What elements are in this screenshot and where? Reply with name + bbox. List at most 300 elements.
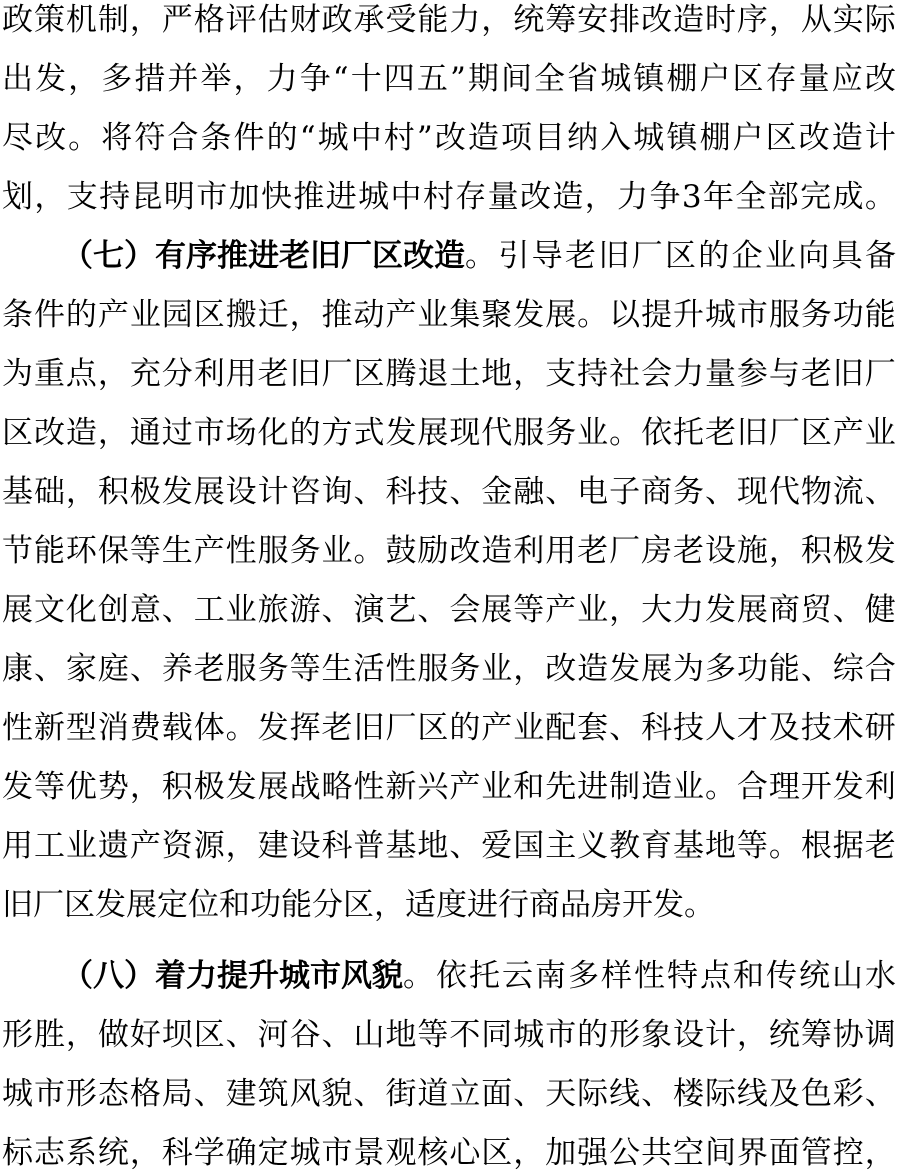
text-char: 代 <box>768 474 800 510</box>
text-char: 理 <box>768 769 800 805</box>
text-char: 式 <box>353 415 385 451</box>
text-char: 象 <box>641 1017 673 1053</box>
text-char: ， <box>233 61 265 97</box>
text-char: 。 <box>465 238 496 274</box>
text-char: 性 <box>353 769 385 805</box>
text-char: 力 <box>673 592 705 628</box>
text-line <box>0 175 900 219</box>
text-char: 业 <box>577 415 609 451</box>
text-char: 强 <box>577 1135 609 1171</box>
text-char: 、 <box>225 1017 257 1053</box>
text-char: ， <box>513 1135 545 1171</box>
text-char: 等 <box>513 592 545 628</box>
text-char: 业 <box>864 415 896 451</box>
text-char: 造 <box>481 533 513 569</box>
text-char: ， <box>513 356 545 392</box>
text-char: 改 <box>641 2 673 38</box>
text-char: 以 <box>609 297 641 333</box>
text-char: 能 <box>33 533 65 569</box>
text-line <box>0 824 900 868</box>
text-char: 环 <box>65 533 97 569</box>
text-char: 从 <box>800 2 832 38</box>
text-char: 的 <box>449 710 481 746</box>
text-char: ， <box>97 356 129 392</box>
text-char: 游 <box>289 592 321 628</box>
text-char: 形 <box>65 1076 97 1112</box>
text-char: 计 <box>704 1017 736 1053</box>
text-char: 提 <box>641 297 673 333</box>
text-char: 计 <box>864 120 896 156</box>
text-char: 导 <box>531 238 563 274</box>
text-char: 艺 <box>385 592 417 628</box>
text-char: 区 <box>193 1017 225 1053</box>
text-char: 功 <box>736 651 768 687</box>
text-char: 教 <box>609 828 641 864</box>
text-char: 明 <box>163 179 195 215</box>
text-char: 界 <box>736 1135 768 1171</box>
text-char: 建 <box>257 828 289 864</box>
text-char: 际 <box>864 2 896 38</box>
text-char: 、 <box>33 651 65 687</box>
text-char: 养 <box>161 651 193 687</box>
text-char: 多 <box>568 958 599 994</box>
text-char: 备 <box>864 238 896 274</box>
text-char: 用 <box>225 356 257 392</box>
text-char: 评 <box>225 2 257 38</box>
text-char: 市 <box>33 1076 65 1112</box>
text-char: 新 <box>385 769 417 805</box>
text-char: 费 <box>129 710 161 746</box>
text-char: 技 <box>800 710 832 746</box>
text-line <box>0 1131 900 1175</box>
text-char: 主 <box>545 828 577 864</box>
text-char: 依 <box>641 415 673 451</box>
text-char: 全 <box>735 179 767 215</box>
text-char: 房 <box>641 533 673 569</box>
text-char: 展 <box>257 769 289 805</box>
text-char: 康 <box>2 651 33 687</box>
text-char: 改 <box>449 533 481 569</box>
text-char: 市 <box>193 415 225 451</box>
text-char: 升 <box>673 297 705 333</box>
text-char: 据 <box>832 828 864 864</box>
text-char: 将 <box>101 120 133 156</box>
text-char: 性 <box>634 958 665 994</box>
text-char: 合 <box>167 120 199 156</box>
text-char: ， <box>609 592 641 628</box>
text-char: 社 <box>609 356 641 392</box>
text-char: 及 <box>768 1076 800 1112</box>
text-char: 产 <box>481 710 513 746</box>
text-char: 发 <box>257 710 289 746</box>
text-char: 的 <box>65 297 97 333</box>
text-char: 快 <box>261 179 292 215</box>
text-char: 础 <box>33 474 65 510</box>
text-char: 的 <box>698 238 730 274</box>
text-char: 利 <box>864 769 896 805</box>
text-char: 活 <box>353 651 385 687</box>
text-char: ， <box>97 415 129 451</box>
text-char: 健 <box>864 592 896 628</box>
text-char: 功 <box>832 297 864 333</box>
text-char: 用 <box>545 533 577 569</box>
text-char: 面 <box>481 1076 513 1112</box>
text-char: 业 <box>764 238 796 274</box>
text-char: 退 <box>417 356 449 392</box>
text-char: 等 <box>417 1017 449 1053</box>
text-char: 开 <box>800 769 832 805</box>
text-char: 推 <box>321 297 353 333</box>
text-char: 重 <box>33 356 65 392</box>
text-char: 展 <box>193 474 225 510</box>
text-char: 为 <box>2 356 33 392</box>
text-char: 力 <box>673 356 705 392</box>
text-char: 全 <box>534 61 566 97</box>
text-char: 引 <box>498 238 530 274</box>
text-char: ， <box>34 179 66 215</box>
text-char: 优 <box>65 769 97 805</box>
text-char: 、 <box>449 828 481 864</box>
text-char: 战 <box>289 769 321 805</box>
text-char: 资 <box>161 828 193 864</box>
text-char: 区 <box>193 297 225 333</box>
text-char: 体 <box>193 710 225 746</box>
text-char: 会 <box>449 592 481 628</box>
text-char: 市 <box>196 179 228 215</box>
text-char: 城 <box>358 179 390 215</box>
text-char: 发 <box>225 769 257 805</box>
text-char: 省 <box>567 61 599 97</box>
text-char: 服 <box>513 415 545 451</box>
text-char: 设 <box>225 474 257 510</box>
text-char: 志 <box>33 1135 65 1171</box>
text-char: 代 <box>481 415 513 451</box>
text-char: 条 <box>200 120 232 156</box>
text-char: 造 <box>65 415 97 451</box>
text-char: 应 <box>831 61 863 97</box>
text-char: 标 <box>2 1135 33 1171</box>
text-char: 水 <box>865 958 896 994</box>
section-heading-line <box>0 234 900 278</box>
text-char: 中 <box>390 179 422 215</box>
text-char: 发 <box>161 474 193 510</box>
text-char: 推 <box>293 179 325 215</box>
text-char: 存 <box>455 179 487 215</box>
text-char: 争 <box>299 61 331 97</box>
text-char: 型 <box>65 710 97 746</box>
text-char: 进 <box>577 769 609 805</box>
text-char: 聚 <box>481 297 513 333</box>
text-char: 承 <box>353 2 385 38</box>
text-char: 极 <box>193 769 225 805</box>
text-char: 为 <box>673 651 705 687</box>
text-char: ” <box>416 120 433 156</box>
text-char: 老 <box>321 710 353 746</box>
text-line <box>0 1013 900 1057</box>
text-char: 点 <box>65 356 97 392</box>
text-char: 融 <box>513 474 545 510</box>
text-char: 昆 <box>131 179 163 215</box>
text-char: 量 <box>487 179 519 215</box>
text-char: 、 <box>193 1076 225 1112</box>
text-char: 积 <box>800 533 832 569</box>
text-char: 村 <box>422 179 454 215</box>
text-line <box>0 765 900 809</box>
section-heading: （八）着力提升城市风貌 <box>62 958 403 994</box>
text-char: 发 <box>2 769 33 805</box>
text-char: 保 <box>97 533 129 569</box>
text-char: 目 <box>534 120 566 156</box>
text-char: ， <box>768 2 800 38</box>
text-char: ， <box>68 61 100 97</box>
text-char: 生 <box>161 533 193 569</box>
text-char: 服 <box>417 651 449 687</box>
text-char: 力 <box>617 179 649 215</box>
text-char: 托 <box>469 958 500 994</box>
text-char: 搬 <box>225 297 257 333</box>
text-char: 务 <box>673 474 705 510</box>
text-char: 根 <box>800 828 832 864</box>
text-char: 老 <box>577 533 609 569</box>
text-char: 老 <box>193 651 225 687</box>
text-char: 区 <box>664 238 696 274</box>
text-char: 服 <box>225 651 257 687</box>
text-char: 能 <box>864 297 896 333</box>
text-char: 展 <box>641 651 673 687</box>
text-char: 厂 <box>631 238 663 274</box>
text-char: 天 <box>545 1076 577 1112</box>
text-char: 、 <box>449 474 481 510</box>
text-char: 城 <box>600 61 632 97</box>
text-char: 商 <box>641 474 673 510</box>
text-char: 好 <box>129 1017 161 1053</box>
text-char: 生 <box>321 651 353 687</box>
text-char: 定 <box>257 1135 289 1171</box>
text-char: 发 <box>385 415 417 451</box>
text-char: 业 <box>481 651 513 687</box>
text-char: 加 <box>545 1135 577 1171</box>
text-char: 技 <box>673 710 705 746</box>
text-char: 能 <box>417 2 449 38</box>
text-char: “ <box>299 120 316 156</box>
text-char: 城 <box>2 1076 33 1112</box>
text-char: 貌 <box>321 1076 353 1112</box>
text-char: 的 <box>577 1017 609 1053</box>
text-char: 。 <box>225 710 257 746</box>
text-char: 五 <box>416 61 448 97</box>
text-char: 间 <box>704 1135 736 1171</box>
text-char: 业 <box>417 297 449 333</box>
text-char: 建 <box>225 1076 257 1112</box>
text-char: 镇 <box>633 61 665 97</box>
text-char: 家 <box>65 651 97 687</box>
text-char: 电 <box>577 474 609 510</box>
text-line <box>0 470 900 514</box>
text-char: 先 <box>545 769 577 805</box>
text-char: 纳 <box>567 120 599 156</box>
text-char: 序 <box>736 2 768 38</box>
text-char: 业 <box>577 592 609 628</box>
text-char: 务 <box>257 651 289 687</box>
text-char: 老 <box>257 356 289 392</box>
text-char: 传 <box>766 958 797 994</box>
text-char: 与 <box>768 356 800 392</box>
text-char: 等 <box>33 769 65 805</box>
text-char: 区 <box>417 710 449 746</box>
text-char: 发 <box>35 61 67 97</box>
text-char: 的 <box>266 120 298 156</box>
text-char: 、 <box>129 651 161 687</box>
text-char: 地 <box>385 1017 417 1053</box>
text-char: 厂 <box>864 356 896 392</box>
text-char: 造 <box>673 2 705 38</box>
text-run <box>465 234 896 278</box>
text-char: 区 <box>765 120 797 156</box>
text-char: 楼 <box>673 1076 705 1112</box>
text-char: ， <box>584 179 616 215</box>
text-char: 基 <box>673 828 705 864</box>
text-char: 造 <box>831 120 863 156</box>
text-char: 措 <box>134 61 166 97</box>
text-char: 性 <box>2 710 33 746</box>
text-char: 意 <box>129 592 161 628</box>
text-char: 策 <box>33 2 65 38</box>
text-char: 存 <box>765 61 797 97</box>
text-char: 和 <box>513 769 545 805</box>
text-char: 3 <box>681 179 702 215</box>
text-line <box>0 0 900 42</box>
text-char: 条 <box>2 297 33 333</box>
text-char: ， <box>129 769 161 805</box>
text-char: 业 <box>673 769 705 805</box>
text-char: ， <box>65 474 97 510</box>
text-char: 势 <box>97 769 129 805</box>
text-char: 态 <box>97 1076 129 1112</box>
text-char: 旧 <box>353 710 385 746</box>
text-char: 村 <box>383 120 415 156</box>
text-char: 形 <box>2 1017 33 1053</box>
text-char: 区 <box>481 1135 513 1171</box>
text-char: 户 <box>699 61 731 97</box>
text-char: 。 <box>68 120 100 156</box>
text-char: 举 <box>200 61 232 97</box>
text-char: 兴 <box>417 769 449 805</box>
text-char: 消 <box>97 710 129 746</box>
text-char: 产 <box>129 828 161 864</box>
text-char: 城 <box>513 1017 545 1053</box>
text-char: 科 <box>161 1135 193 1171</box>
text-char: 观 <box>385 1135 417 1171</box>
text-line <box>0 293 900 337</box>
text-char: 政 <box>321 2 353 38</box>
text-char: 争 <box>649 179 681 215</box>
text-char: 厂 <box>321 356 353 392</box>
text-char: 坝 <box>161 1017 193 1053</box>
text-char: 极 <box>832 533 864 569</box>
text-char: 户 <box>732 120 764 156</box>
text-char: 。 <box>704 769 736 805</box>
text-char: 谷 <box>289 1017 321 1053</box>
text-char: 业 <box>65 828 97 864</box>
text-char: 文 <box>33 592 65 628</box>
text-char: 合 <box>736 769 768 805</box>
text-char: 统 <box>799 958 830 994</box>
text-char: 义 <box>577 828 609 864</box>
text-char: 出 <box>2 61 33 97</box>
text-char: 参 <box>736 356 768 392</box>
text-char: 托 <box>673 415 705 451</box>
text-char: 和 <box>733 958 764 994</box>
text-char: 持 <box>577 356 609 392</box>
text-char: 机 <box>65 2 97 38</box>
text-char: 。 <box>609 415 641 451</box>
text-char: 公 <box>609 1135 641 1171</box>
text-char: 彩 <box>832 1076 864 1112</box>
text-char: 点 <box>700 958 731 994</box>
text-line <box>0 352 900 396</box>
text-char: 老 <box>800 356 832 392</box>
text-char: 尽 <box>2 120 33 156</box>
text-char: 调 <box>864 1017 896 1053</box>
text-char: 持 <box>99 179 131 215</box>
text-char: 改 <box>434 120 466 156</box>
text-char: 期 <box>467 61 499 97</box>
text-char: 街 <box>385 1076 417 1112</box>
text-char: 利 <box>513 533 545 569</box>
text-char: 利 <box>193 356 225 392</box>
text-char: 及 <box>768 710 800 746</box>
text-char: 、 <box>609 710 641 746</box>
text-char: 积 <box>97 474 129 510</box>
text-char: 、 <box>353 474 385 510</box>
text-char: 空 <box>673 1135 705 1171</box>
text-char: 过 <box>161 415 193 451</box>
text-char: 时 <box>704 2 736 38</box>
text-char: 产 <box>449 769 481 805</box>
text-char: 服 <box>768 297 800 333</box>
text-char: 筹 <box>800 1017 832 1053</box>
text-char: 、 <box>513 1076 545 1112</box>
text-char: ， <box>129 1135 161 1171</box>
text-char: 景 <box>353 1135 385 1171</box>
text-char: 特 <box>667 958 698 994</box>
text-char: 动 <box>353 297 385 333</box>
text-char: 展 <box>736 592 768 628</box>
text-char: 严 <box>161 2 193 38</box>
text-char: 鼓 <box>385 533 417 569</box>
text-char: 、 <box>800 651 832 687</box>
text-run <box>403 954 896 998</box>
text-char: ， <box>481 2 513 38</box>
text-char: 展 <box>545 297 577 333</box>
text-char: “ <box>332 61 349 97</box>
text-char: 依 <box>436 958 467 994</box>
text-char: 造 <box>641 769 673 805</box>
text-char: 区 <box>732 61 764 97</box>
text-char: 城 <box>704 297 736 333</box>
text-char: 产 <box>193 533 225 569</box>
text-char: 区 <box>2 415 33 451</box>
text-line <box>0 706 900 750</box>
text-char: 改 <box>33 415 65 451</box>
text-char: 共 <box>641 1135 673 1171</box>
text-char: 源 <box>193 828 225 864</box>
text-char: 完 <box>800 179 832 215</box>
text-char: 贸 <box>800 592 832 628</box>
text-char: 工 <box>33 828 65 864</box>
text-char: 多 <box>101 61 133 97</box>
text-char: 安 <box>577 2 609 38</box>
